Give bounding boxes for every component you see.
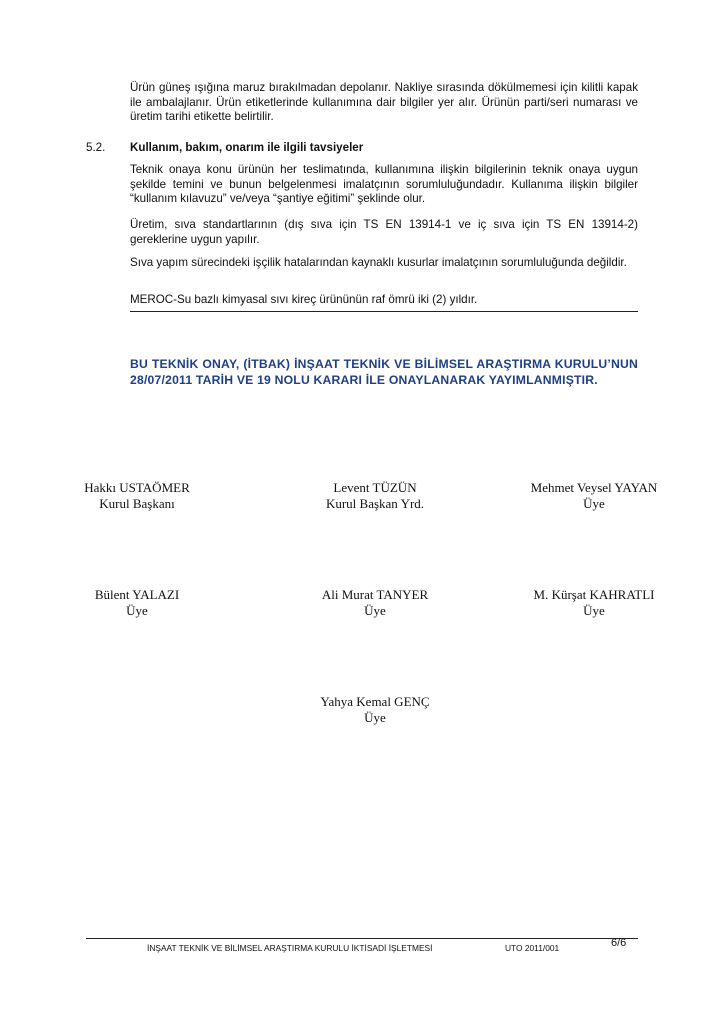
signatory-name: Bülent YALAZI bbox=[94, 587, 180, 602]
footer-rule bbox=[86, 938, 638, 939]
signatory-name: Levent TÜZÜN bbox=[333, 480, 417, 495]
signatory-role: Üye bbox=[583, 603, 605, 618]
signature-block bbox=[37, 587, 237, 619]
signatory-role: Üye bbox=[583, 496, 605, 511]
approval-notice: BU TEKNİK ONAY, (İTBAK) İNŞAAT TEKNİK VE BİLİMSEL ARAŞTIRMA KURULU’NUN 28/07/2011 TARİH VE 19 NOLU KARARI İLE ONAYLANARAK YAYIMLANMIŞTIR. bbox=[130, 357, 638, 387]
section-title: Kullanım, bakım, onarım ile ilgili tavsiyeler bbox=[130, 141, 364, 154]
signature-block bbox=[494, 587, 694, 619]
signatory-name: M. Kürşat KAHRATLI bbox=[533, 587, 655, 602]
page-number: 6/6 bbox=[611, 937, 627, 949]
section-paragraph-1: Teknik onaya konu ürünün her teslimatında, kullanımına ilişkin bilgilerinin teknik onaya uygun şekilde temini ve bunun belgelenmesi imalatçının sorumluluğundadır. Kullanıma ilişkin bilgiler “kullanım kılavuzu” ve/veya “şantiye eğitimi” şeklinde olur. bbox=[130, 163, 638, 206]
section-divider bbox=[130, 311, 638, 312]
section-paragraph-4: MEROC-Su bazlı kimyasal sıvı kireç ürününün raf ömrü iki (2) yıldır. bbox=[130, 293, 478, 306]
signature-block bbox=[494, 480, 694, 512]
signatory-role: Kurul Başkanı bbox=[99, 496, 175, 511]
footer-document-code: UTO 2011/001 bbox=[505, 943, 560, 953]
signatory-role: Üye bbox=[364, 710, 386, 725]
signature-block bbox=[275, 587, 475, 619]
signatory-name: Hakkı USTAÖMER bbox=[84, 480, 190, 495]
signatory-name: Ali Murat TANYER bbox=[321, 587, 429, 602]
signatory-role: Üye bbox=[126, 603, 148, 618]
intro-paragraph: Ürün güneş ışığına maruz bırakılmadan depolanır. Nakliye sırasında dökülmemesi için kilitli kapak ile ambalajlanır. Ürün etiketlerinde kullanımına dair bilgiler yer alır. Ürünün parti/seri numarası ve üretim tarihi etikette belirtilir. bbox=[130, 81, 638, 124]
signatory-role: Üye bbox=[364, 603, 386, 618]
signatory-name: Yahya Kemal GENÇ bbox=[320, 694, 430, 709]
signature-block bbox=[275, 480, 475, 512]
section-paragraph-3: Sıva yapım sürecindeki işçilik hatalarından kaynaklı kusurlar imalatçının sorumluluğunda değildir. bbox=[130, 256, 627, 269]
footer-organization: İNŞAAT TEKNİK VE BİLİMSEL ARAŞTIRMA KURULU İKTİSADİ İŞLETMESİ bbox=[147, 943, 433, 953]
signatory-name: Mehmet Veysel YAYAN bbox=[530, 480, 658, 495]
signatory-role: Kurul Başkan Yrd. bbox=[325, 496, 425, 511]
section-paragraph-2: Üretim, sıva standartlarının (dış sıva için TS EN 13914-1 ve iç sıva için TS EN 13914-2) gereklerine uygun yapılır. bbox=[130, 218, 638, 246]
signature-block bbox=[37, 480, 237, 512]
signature-block bbox=[275, 694, 475, 726]
section-number: 5.2. bbox=[86, 141, 106, 154]
